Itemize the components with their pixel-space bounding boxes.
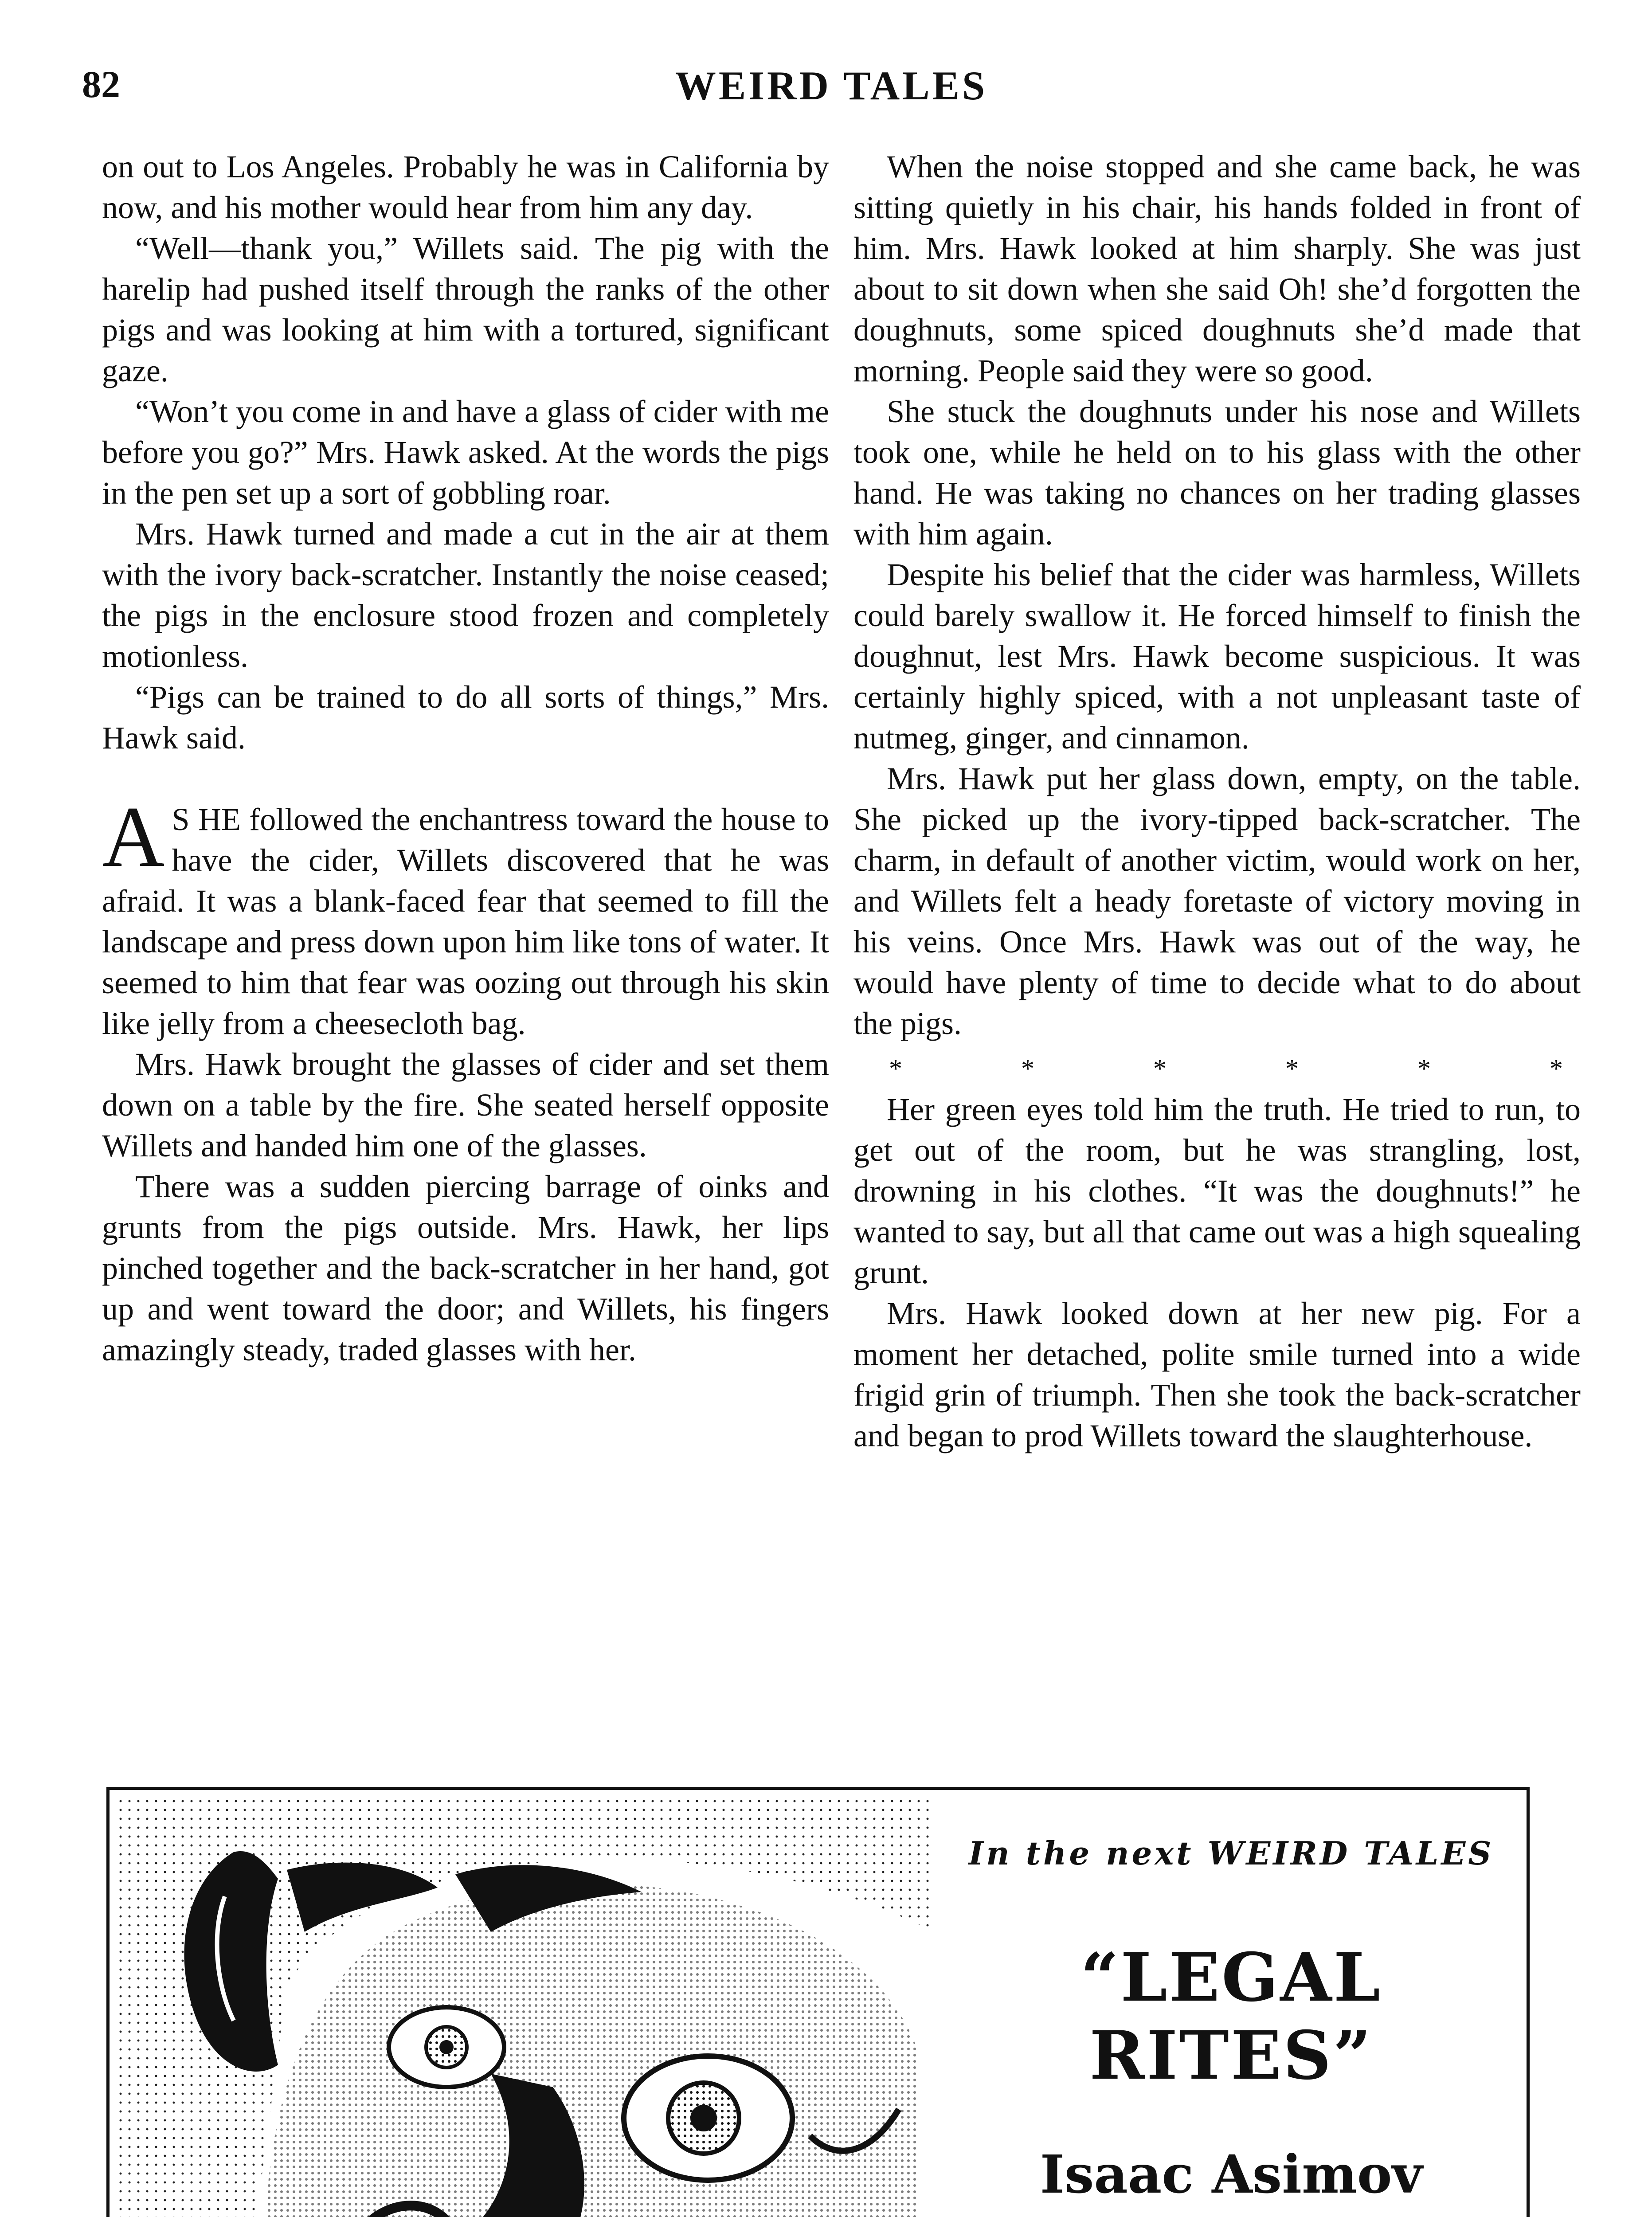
separator-star: * — [1153, 1054, 1167, 1083]
dropcap-paragraph-text: S HE followed the enchantress toward the house to have the cider, Willets discovered that he was afraid. It was a blank-faced fear that seemed to fill the landscape and press down upon him like tons of water. It seemed to him that fear was oozing out through his skin like jelly from a cheesecloth bag. — [102, 802, 829, 1041]
paragraph: She stuck the doughnuts under his nose and Willets took one, while he held on to his glass with the other hand. He was taking no chances on her trading glasses with him again. — [853, 394, 1581, 552]
paragraph: “Pigs can be trained to do all sorts of things,” Mrs. Hawk said. — [102, 679, 829, 756]
separator-star: * — [1550, 1054, 1563, 1083]
ad-next-issue-line: In the next WEIRD TALES — [968, 1834, 1494, 1872]
separator-star: * — [1285, 1054, 1299, 1083]
left-column — [102, 146, 829, 1370]
paragraph-dropcap — [102, 789, 829, 1044]
face-with-staring-eyes-illustration — [118, 1799, 934, 2217]
drop-cap: A — [102, 789, 165, 885]
ad-author: Isaac Asimov — [1040, 2143, 1423, 2205]
advertisement-text — [943, 1790, 1519, 2217]
paragraph: Her green eyes told him the truth. He tried to run, to get out of the room, but he was strangling, lost, drowning in his clothes. “It was the doughnuts!” he wanted to say, but all that came out was a high squealing grunt. — [853, 1092, 1581, 1290]
paragraph: Mrs. Hawk put her glass down, empty, on the table. She picked up the ivory-tipped back-scratcher. The charm, in default of another victim, would work on her, and Willets felt a heady foretaste of victory moving in his veins. Once Mrs. Hawk was out of the way, he would have plenty of time to decide what to do about the pigs. — [853, 761, 1581, 1041]
page-number: 82 — [82, 63, 120, 106]
paragraph: Despite his belief that the cider was harmless, Willets could barely swallow it. He forced himself to finish the doughnut, lest Mrs. Hawk become suspicious. It was certainly highly spiced, with a not unpleasant taste of nutmeg, ginger, and cinnamon. — [853, 557, 1581, 756]
magazine-title: WEIRD TALES — [675, 63, 988, 108]
section-break — [853, 1044, 1581, 1089]
separator-star: * — [1417, 1054, 1431, 1083]
paragraph: on out to Los Angeles. Probably he was in California by now, and his mother would hear from him any day. — [102, 149, 829, 225]
paragraph: Mrs. Hawk brought the glasses of cider and set them down on a table by the fire. She seated herself opposite Willets and handed him one of the glasses. — [102, 1046, 829, 1163]
separator-star: * — [889, 1054, 902, 1083]
paragraph: “Well—thank you,” Willets said. The pig with the harelip had pushed itself through the ranks of the other pigs and was looking at him with a tortured, significant gaze. — [102, 231, 829, 388]
ad-story-title: “LEGAL RITES” — [1080, 1939, 1382, 2095]
separator-star: * — [1021, 1054, 1034, 1083]
right-column — [853, 146, 1581, 1456]
paragraph: Mrs. Hawk looked down at her new pig. For a moment her detached, polite smile turned into a wide frigid grin of triumph. Then she took the back-scratcher and began to prod Willets toward the slaughterhouse. — [853, 1296, 1581, 1453]
next-issue-advertisement — [106, 1787, 1530, 2217]
paragraph: When the noise stopped and she came back, he was sitting quietly in his chair, his hands folded in front of him. Mrs. Hawk looked at him sharply. She was just about to sit down when she said Oh! she’d forgotten the doughnuts, some spiced doughnuts she’d made that morning. People said they were so good. — [853, 149, 1581, 388]
paragraph: Mrs. Hawk turned and made a cut in the air at them with the ivory back-scratcher. Instantly the noise ceased; the pigs in the enclosure stood frozen and completely motionless. — [102, 516, 829, 674]
paragraph: There was a sudden piercing barrage of oinks and grunts from the pigs outside. Mrs. Hawk, her lips pinched together and the back-scratcher in her hand, got up and went toward the door; and Willets, his fingers amazingly steady, traded glasses with her. — [102, 1169, 829, 1367]
page-header — [78, 53, 1585, 124]
paragraph: “Won’t you come in and have a glass of cider with me before you go?” Mrs. Hawk asked. At the words the pigs in the pen set up a sort of gobbling roar. — [102, 394, 829, 511]
